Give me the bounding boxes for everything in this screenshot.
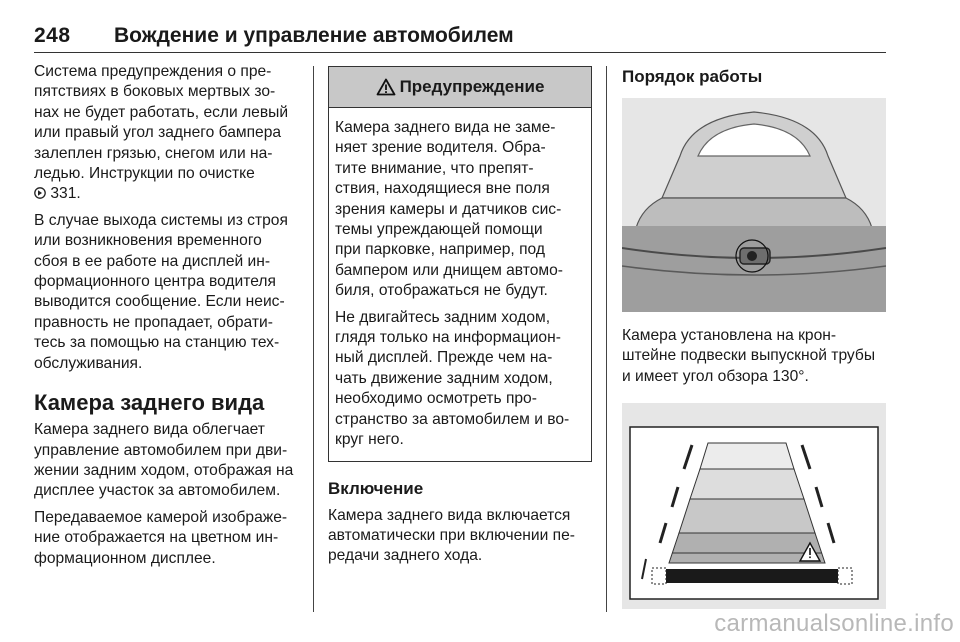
figure-camera-display <box>622 403 886 609</box>
watermark: carmanualsonline.info <box>714 610 954 637</box>
subheading-activation: Включение <box>328 478 424 498</box>
cross-reference[interactable] <box>34 185 81 202</box>
column-left <box>34 62 304 575</box>
paragraph-camera-intro: Камера заднего вида облегчает управление автомобилем при дви- жении задним ходом, отображая на дисплее участок за автомобилем. <box>34 421 294 500</box>
warning-box <box>328 66 592 462</box>
column-right <box>622 62 886 609</box>
warning-body <box>329 108 591 461</box>
section-heading-rear-camera: Камера заднего вида <box>34 390 265 416</box>
page-number: 248 <box>34 24 71 47</box>
warning-paragraph-1: Камера заднего вида не заме- няет зрение водителя. Обра- тите внимание, что препят- ствия, находящиеся вне поля зрения камеры и датчиков сис- темы упреждающей помощи при парковке, например, под бампером или днищем автомо- биля, отображаться не будут. <box>335 119 563 300</box>
cross-reference-page: 331. <box>50 185 81 203</box>
page-title: Вождение и управление автомобилем <box>114 24 514 47</box>
warning-triangle-icon <box>376 78 396 96</box>
warning-title: Предупреждение <box>399 76 545 96</box>
arrow-ref-icon <box>34 187 46 199</box>
paragraph-fault: В случае выхода системы из строя или возникновения временного сбоя в ее работе на дисплей ин- формационного центра водителя выводится сообщение. Если неис- правность не пропадает, обрати- тесь за помощью на станцию тех- обслуживания. <box>34 211 288 372</box>
paragraph-blind-spot-text: Система предупреждения о пре- пятствиях в боковых мертвых зо- нах не будет работать, если левый или правый угол заднего бампера залеплен грязью, снегом или на- ледью. Инструкции по очистке <box>34 63 289 183</box>
subheading-operation: Порядок работы <box>622 67 763 86</box>
paragraph-activation: Камера заднего вида включается автоматически при включении пе- редачи заднего хода. <box>328 506 575 565</box>
page-header <box>34 24 886 53</box>
car-rear-illustration <box>622 98 886 312</box>
parking-guidelines-illustration <box>622 403 886 609</box>
column-divider-2 <box>606 66 607 612</box>
paragraph-camera-display: Передаваемое камерой изображе- ние отображается на цветном ин- формационном дисплее. <box>34 508 288 567</box>
column-divider-1 <box>313 66 314 612</box>
warning-paragraph-2: Не двигайтесь задним ходом, глядя только на информацион- ный дисплей. Прежде чем на- чать движение задним ходом, необходимо осмотреть про- странство за автомобилем и во- круг него. <box>335 308 570 449</box>
figure-camera-location <box>622 98 886 312</box>
paragraph-blind-spot <box>34 62 304 205</box>
column-middle <box>328 62 592 573</box>
figure-caption: Камера установлена на крон- штейне подвески выпускной трубы и имеет угол обзора 130°. <box>622 327 876 385</box>
warning-header <box>329 67 591 108</box>
